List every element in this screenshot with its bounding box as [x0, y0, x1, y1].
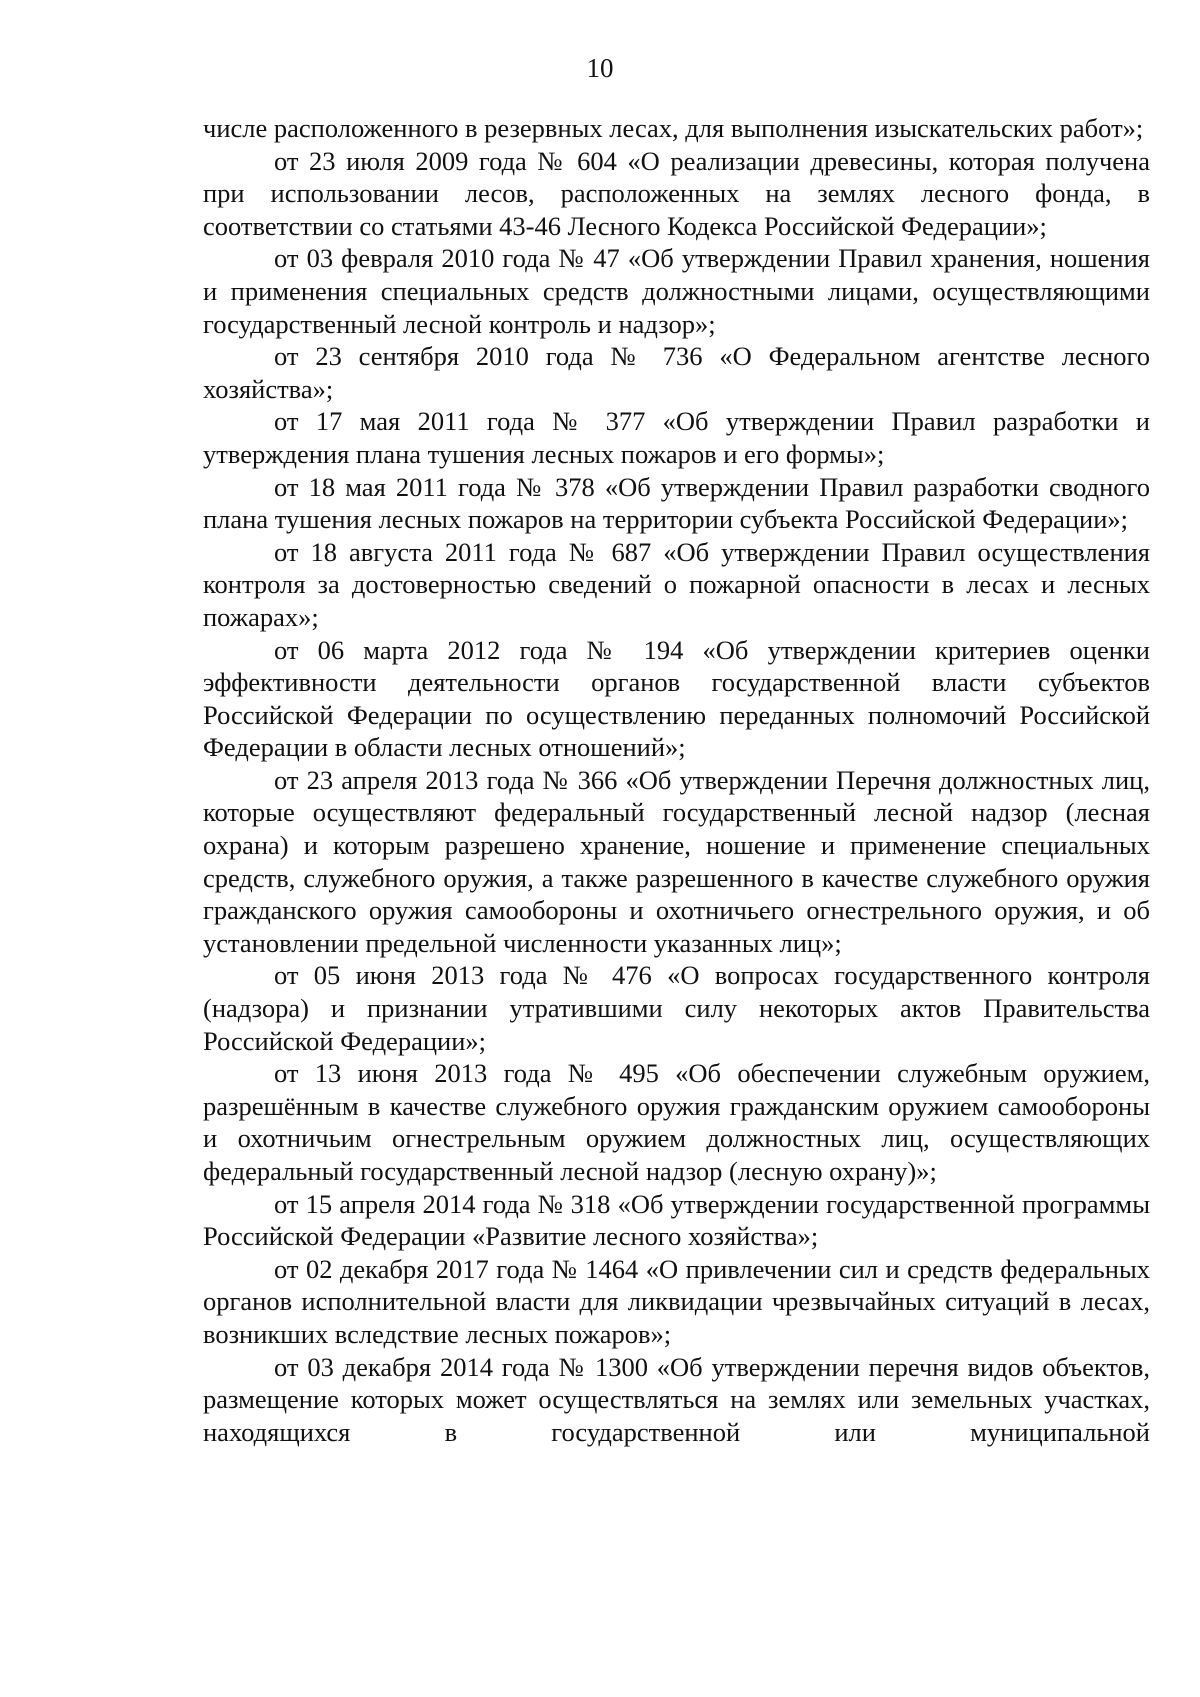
paragraph-decree-318: от 15 апреля 2014 года № 318 «Об утверждении государственной программы Российской Федерации «Развитие лесного хозяйства»; — [203, 1188, 1150, 1252]
paragraph-decree-366: от 23 апреля 2013 года № 366 «Об утверждении Перечня должностных лиц, которые осуществляют федеральный государственный лесной надзор (лесная охрана) и которым разрешено хранение, ношение и применение специальных средств, служебного оружия, а также разрешенного в качестве служебного оружия гражданского оружия самообороны и охотничьего огнестрельного оружия, и об установлении предельной численности указанных лиц»; — [203, 764, 1150, 958]
paragraph-continuation: числе расположенного в резервных лесах, для выполнения изыскательских работ»; — [203, 113, 1144, 143]
paragraph-decree-194: от 06 марта 2012 года № 194 «Об утверждении критериев оценки эффективности деятельности органов государственной власти субъектов Российской Федерации по осуществлению переданных полномочий Российской Федерации в области лесных отношений»; — [203, 634, 1150, 763]
paragraph-decree-604: от 23 июля 2009 года № 604 «О реализации древесины, которая получена при использовании лесов, расположенных на землях лесного фонда, в соответствии со статьями 43-46 Лесного Кодекса Российской Федерации»; — [203, 145, 1150, 241]
document-body — [203, 112, 1150, 1448]
paragraph-decree-476: от 05 июня 2013 года № 476 «О вопросах государственного контроля (надзора) и признании утратившими силу некоторых актов Правительства Российской Федерации»; — [203, 960, 1150, 1056]
paragraph-decree-47: от 03 февраля 2010 года № 47 «Об утверждении Правил хранения, ношения и применения специальных средств должностными лицами, осуществляющими государственный лесной контроль и надзор»; — [203, 243, 1150, 339]
paragraph-decree-1464: от 02 декабря 2017 года № 1464 «О привлечении сил и средств федеральных органов исполнительной власти для ликвидации чрезвычайных ситуаций в лесах, возникших вследствие лесных пожаров»; — [203, 1253, 1150, 1349]
paragraph-decree-378: от 18 мая 2011 года № 378 «Об утверждении Правил разработки сводного плана тушения лесных пожаров на территории субъекта Российской Федерации»; — [203, 471, 1150, 535]
paragraph-decree-1300: от 03 декабря 2014 года № 1300 «Об утверждении перечня видов объектов, размещение которых может осуществляться на землях или земельных участках, находящихся в государственной или муниципальной — [203, 1351, 1150, 1447]
paragraph-decree-687: от 18 августа 2011 года № 687 «Об утверждении Правил осуществления контроля за достоверностью сведений о пожарной опасности в лесах и лесных пожарах»; — [203, 536, 1150, 632]
paragraph-decree-736: от 23 сентября 2010 года № 736 «О Федеральном агентстве лесного хозяйства»; — [203, 341, 1150, 404]
paragraph-decree-495: от 13 июня 2013 года № 495 «Об обеспечении служебным оружием, разрешённым в качестве служебного оружия гражданским оружием самообороны и охотничьим огнестрельным оружием должностных лиц, осуществляющих федеральный государственный лесной надзор (лесную охрану)»; — [203, 1058, 1150, 1186]
paragraph-decree-377: от 17 мая 2011 года № 377 «Об утверждении Правил разработки и утверждения плана тушения лесных пожаров и его формы»; — [203, 406, 1150, 469]
page-number: 10 — [586, 53, 614, 83]
